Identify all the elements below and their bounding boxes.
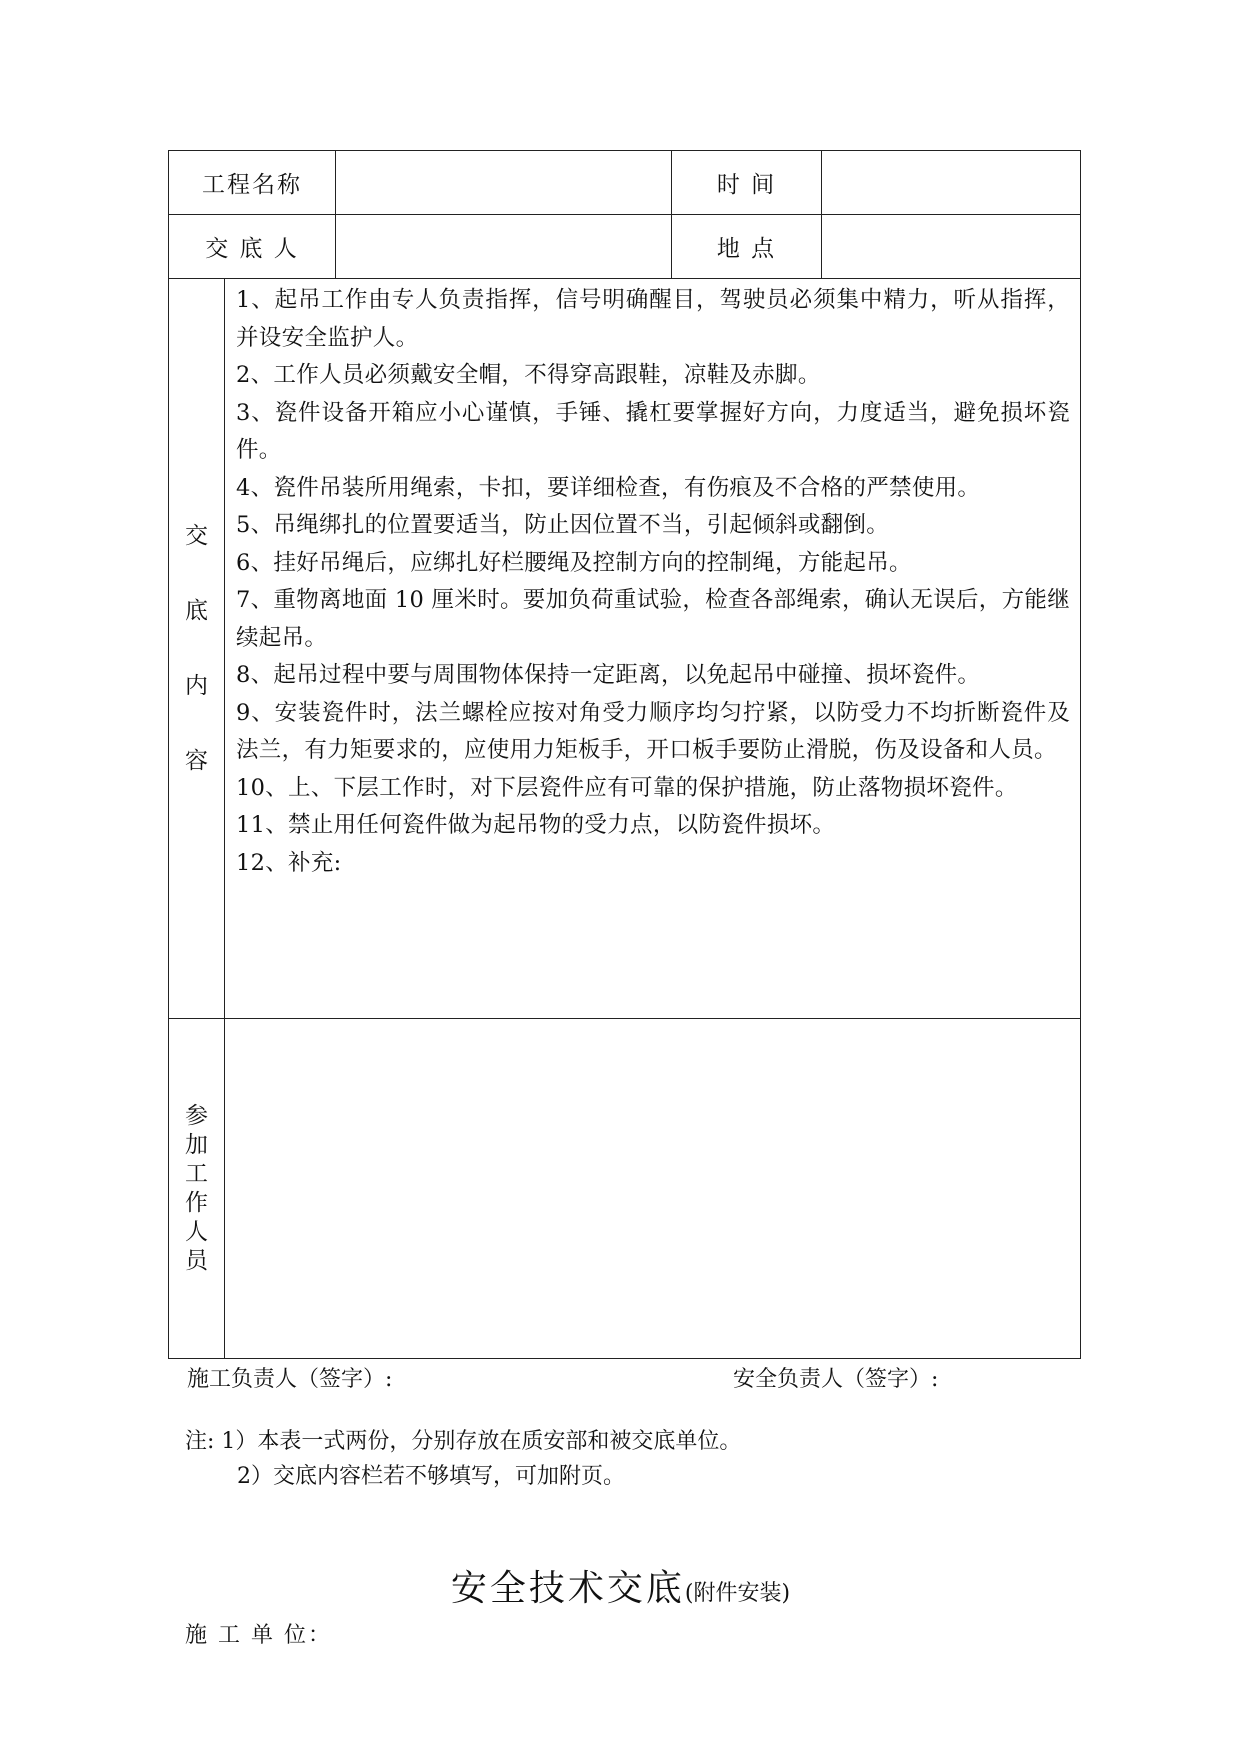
participants-field[interactable] bbox=[225, 1019, 1081, 1359]
content-item: 12、补充: bbox=[236, 849, 342, 876]
disclosure-content bbox=[225, 279, 1081, 1019]
content-label bbox=[169, 279, 225, 1019]
time-field[interactable] bbox=[822, 151, 1081, 215]
content-label-char: 交 bbox=[185, 522, 208, 549]
content-item: 7、重物离地面 10 厘米时。要加负荷重试验，检查各部绳索，确认无误后，方能继续起吊。 bbox=[236, 587, 1070, 651]
participants-label-char: 人 bbox=[185, 1218, 208, 1245]
content-label-char: 容 bbox=[185, 747, 208, 774]
content-row bbox=[169, 279, 1081, 1019]
page-title-main: 安全技术交底 bbox=[450, 1568, 685, 1609]
time-label: 时 间 bbox=[672, 151, 822, 215]
location-label: 地 点 bbox=[672, 215, 822, 279]
note-line-2: 2）交底内容栏若不够填写，可加附页。 bbox=[237, 1464, 625, 1489]
participants-label-char: 工 bbox=[185, 1160, 208, 1187]
content-item: 6、挂好吊绳后，应绑扎好栏腰绳及控制方向的控制绳，方能起吊。 bbox=[236, 549, 912, 576]
participants-label-char: 员 bbox=[185, 1247, 208, 1274]
participants-label-char: 参 bbox=[185, 1102, 208, 1129]
content-item: 4、瓷件吊装所用绳索，卡扣，要详细检查，有伤痕及不合格的严禁使用。 bbox=[236, 474, 981, 501]
project-name-field[interactable] bbox=[336, 151, 672, 215]
location-field[interactable] bbox=[822, 215, 1081, 279]
page-title bbox=[0, 1560, 1241, 1611]
content-item: 11、禁止用任何瓷件做为起吊物的受力点，以防瓷件损坏。 bbox=[236, 812, 836, 838]
content-item: 8、起吊过程中要与周围物体保持一定距离，以免起吊中碰撞、损坏瓷件。 bbox=[236, 662, 981, 688]
content-item: 10、上、下层工作时，对下层瓷件应有可靠的保护措施，防止落物损坏瓷件。 bbox=[236, 774, 1018, 801]
content-item: 1、起吊工作由专人负责指挥，信号明确醒目，驾驶员必须集中精力，听从指挥，并设安全监护人。 bbox=[236, 287, 1070, 351]
discloser-field[interactable] bbox=[336, 215, 672, 279]
safety-disclosure-form bbox=[168, 150, 1081, 1359]
discloser-label: 交 底 人 bbox=[169, 215, 336, 279]
page-title-subtitle: (附件安装) bbox=[684, 1581, 791, 1606]
participants-label bbox=[169, 1019, 225, 1359]
header-row-2 bbox=[169, 215, 1081, 279]
participants-row bbox=[169, 1019, 1081, 1359]
participants-label-char: 作 bbox=[185, 1189, 208, 1216]
content-item: 9、安装瓷件时，法兰螺栓应按对角受力顺序均匀拧紧，以防受力不均折断瓷件及法兰，有力矩要求的，应使用力矩板手，开口板手要防止滑脱，伤及设备和人员。 bbox=[236, 699, 1070, 763]
content-item: 3、瓷件设备开箱应小心谨慎，手锤、撬杠要掌握好方向，力度适当，避免损坏瓷件。 bbox=[236, 399, 1070, 463]
project-name-label: 工程名称 bbox=[169, 151, 336, 215]
content-label-char: 底 bbox=[185, 597, 208, 624]
content-item: 5、吊绳绑扎的位置要适当，防止因位置不当，引起倾斜或翻倒。 bbox=[236, 512, 890, 538]
note-line-1: 注: 1）本表一式两份，分别存放在质安部和被交底单位。 bbox=[185, 1429, 742, 1454]
construction-lead-signature: 施工负责人（签字）: bbox=[187, 1367, 393, 1392]
participants-label-char: 加 bbox=[185, 1131, 208, 1158]
content-item: 2、工作人员必须戴安全帽，不得穿高跟鞋，凉鞋及赤脚。 bbox=[236, 362, 821, 388]
safety-lead-signature: 安全负责人（签字）: bbox=[733, 1367, 939, 1392]
header-row-1 bbox=[169, 151, 1081, 215]
construction-unit-label: 施 工 单 位： bbox=[185, 1623, 332, 1648]
content-label-char: 内 bbox=[185, 672, 208, 699]
